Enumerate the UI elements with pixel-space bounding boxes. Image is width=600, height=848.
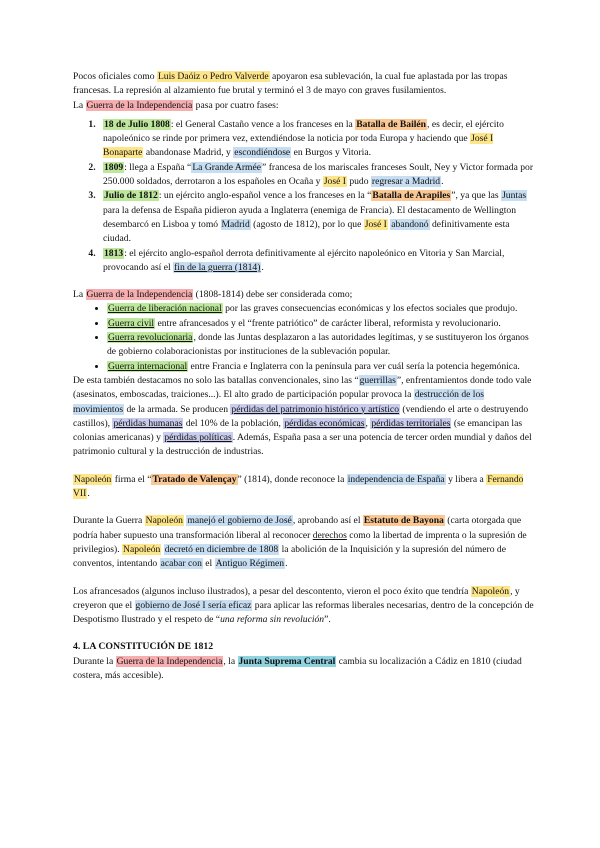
highlighted-term: Guerra de la Independencia [86, 99, 193, 111]
paragraph-phases-intro [73, 99, 535, 113]
highlighted-term: Fernando VII [73, 473, 524, 500]
highlighted-term: pérdidas humanas [113, 417, 183, 429]
highlighted-term: Napoleón [145, 515, 183, 527]
highlighted-term: gobierno de José I sería eficaz [135, 599, 252, 611]
highlighted-term: Julio de 1812 [104, 190, 158, 202]
text-run: . [261, 261, 264, 273]
text-run: , aprobando así el [292, 515, 363, 527]
highlighted-term: Luis Daóiz o Pedro Valverde [157, 71, 269, 82]
text-run: (1808-1814) debe ser considerada como; [193, 289, 353, 301]
war-type-item [107, 302, 535, 316]
paragraph-junta [73, 655, 535, 684]
text-run: derechos [312, 529, 347, 541]
highlighted-term: Napoleón [471, 585, 510, 597]
highlighted-term: Guerra de la Independencia [116, 655, 223, 667]
text-run: . [285, 558, 288, 570]
text-run: pudo [346, 176, 371, 188]
war-type-item [107, 331, 535, 360]
highlighted-term: Antiguo Régimen [215, 558, 285, 570]
text-run: una reforma sin revolución [220, 614, 325, 626]
text-run: . [441, 176, 444, 188]
text-run: definitivamente esta ciudad. [103, 218, 510, 245]
war-type-item [107, 317, 535, 331]
highlighted-term: 1813 [104, 247, 124, 259]
highlighted-term: manejó el gobierno de José [187, 515, 292, 527]
text-run: , es decir, el ejército napoleónico se rinde por primera vez, extendiéndose la noticia por toda Europa y haciendo que [103, 118, 504, 145]
highlighted-term: Guerra civil [108, 317, 155, 329]
phase-item [98, 118, 535, 161]
highlighted-term: José I [364, 218, 387, 230]
text-run: entre Francia e Inglaterra con la península para ver cuál sería la potencia hegemónica. [188, 360, 520, 372]
highlighted-term: guerrillas [359, 374, 396, 386]
phase-item [98, 247, 535, 276]
paragraph-war-considered [73, 288, 535, 302]
section-heading: 4. LA CONSTITUCIÓN DE 1812 [73, 641, 214, 653]
text-run: , [365, 417, 371, 429]
highlighted-term: Juntas [502, 190, 527, 202]
text-run: , la [223, 655, 238, 667]
highlighted-term: pérdidas políticas [164, 432, 232, 444]
paragraph-guerrillas [73, 374, 535, 460]
highlighted-term: independencia de España [347, 473, 445, 485]
text-run: : el General Castaño vence a los franceses en la [170, 118, 356, 130]
text-run: abandonase Madrid, y [143, 147, 234, 159]
text-run: para aplicar las reformas liberales necesarias, dentro de la concepción de Despotismo Ilustrado y el respeto de “ [73, 599, 534, 626]
text-run: De esta también destacamos no solo las batallas convencionales, sino las “ [73, 374, 359, 386]
highlighted-term: fin de la guerra (1814) [174, 261, 261, 273]
highlighted-term: pérdidas territoriales [371, 417, 451, 429]
highlighted-term: José I [323, 176, 346, 188]
text-run: la abolición de la Inquisición y la supresión del número de conventos, intentando [73, 543, 506, 570]
text-run: como la libertad de imprenta o la supresión de privilegios). [73, 529, 527, 555]
text-run: ”. [324, 614, 331, 626]
text-run: : llega a España “ [124, 161, 192, 173]
text-run: el [202, 558, 215, 570]
text-run: Durante la [73, 655, 116, 667]
text-run: de la armada. Se producen [124, 403, 231, 415]
text-run: pasa por cuatro fases: [193, 99, 279, 111]
highlighted-term: La Grande Armée [192, 161, 262, 173]
text-run: (carta otorgada que podría haber supuesto una transformación liberal al reconocer [73, 515, 522, 541]
text-run: (se emancipan las colonias americanas) y [73, 417, 523, 444]
text-run: , y creyeron que el [73, 585, 520, 611]
text-run: Durante la Guerra [73, 515, 145, 527]
highlighted-term: acabar con [160, 558, 202, 570]
text-run: para la defensa de España pidieron ayuda a Inglaterra (enemiga de Francia). El destacamento de Wellington desembarcó en Lisboa y tomó [103, 204, 516, 230]
highlighted-term: abandonó [391, 218, 429, 230]
text-run: entre afrancesados y el “frente patriótico” de carácter liberal, reformista y revolucionario. [155, 317, 501, 329]
text-run: en Burgos y Vitoria. [291, 147, 372, 159]
text-run: por las graves consecuencias económicas y los efectos sociales que produjo. [222, 303, 518, 315]
text-run: Pocos oficiales como [73, 71, 157, 82]
highlighted-term: Napoleón [74, 473, 112, 485]
text-run: : el ejército anglo-español derrota definitivamente al ejército napoleónico en Vitoria y San Marcial, provocando así el [103, 247, 505, 273]
text-run: ”, ya que las [451, 190, 502, 202]
highlighted-term: Estatuto de Bayona [363, 515, 444, 527]
text-run: (vendiendo el arte o destruyendo castillos), [73, 403, 529, 429]
highlighted-term: Batalla de Arapiles [372, 190, 451, 202]
text-run: (agosto de 1812), por lo que [250, 218, 364, 230]
paragraph-valencay [73, 473, 535, 502]
war-types-list [73, 302, 535, 373]
text-run: : un ejército anglo-español vence a los franceses en la “ [158, 190, 372, 202]
highlighted-term: Guerra de la Independencia [86, 289, 193, 301]
paragraph-bayona [73, 514, 535, 571]
text-run: La [73, 289, 86, 301]
highlighted-term: 1809 [104, 161, 124, 173]
text-run: ”, enfrentamientos donde todo vale (asesinatos, emboscadas, traiciones...). El alto grado de participación popular provoca la [73, 374, 532, 401]
war-type-item [107, 360, 535, 374]
highlighted-term: 18 de Julio 1808 [104, 118, 170, 130]
highlighted-term: Junta Suprema Central [238, 655, 336, 667]
text-run: cambia su localización a Cádiz en 1810 (ciudad costera, más accesible). [73, 655, 522, 681]
text-run: . Además, España pasa a ser una potencia de tercer orden mundial y daños del patrimonio cultural y la destrucción de industrias. [73, 432, 532, 458]
text-run: apoyaron esa sublevación, la cual fue aplastada por las tropas francesas. La represión al alzamiento fue brutal y terminó el 3 de mayo con graves fusilamientos. [73, 71, 508, 97]
highlighted-term: Napoleón [123, 543, 161, 555]
text-run: y libera a [445, 473, 487, 485]
phase-item [98, 189, 535, 246]
highlighted-term: Tratado de Valençay [152, 473, 237, 485]
paragraph-afrancesados [73, 585, 535, 628]
highlighted-term: escondiéndose [234, 147, 291, 159]
text-run: . [87, 488, 90, 500]
highlighted-term: decretó en diciembre de 1808 [164, 543, 279, 555]
text-run: Los afrancesados (algunos incluso ilustrados), a pesar del descontento, vieron el poco éxito que tendría [73, 585, 471, 597]
highlighted-term: Guerra de liberación nacional [108, 303, 222, 315]
text-run: , donde las Juntas desplazaron a las autoridades legítimas, y se sustituyeron los órganos de gobierno colaboracionistas por instituciones de la sublevación popular. [107, 332, 529, 358]
highlighted-term: pérdidas económicas [284, 417, 365, 429]
highlighted-term: Guerra internacional [108, 360, 188, 372]
highlighted-term: regresar a Madrid [371, 176, 441, 188]
text-run: ” francesa de los mariscales franceses Soult, Ney y Victor formada por 250.000 soldados, derrotaron a los españoles en Ocaña y [103, 161, 534, 188]
phase-item [98, 161, 535, 190]
text-run: La [73, 99, 86, 111]
text-run: firma el “ [112, 473, 152, 485]
highlighted-term: Batalla de Bailén [356, 118, 427, 130]
highlighted-term: destrucción de los movimientos [73, 389, 485, 415]
text-run: ” (1814), donde reconoce la [237, 473, 347, 485]
highlighted-term: José I Bonaparte [103, 133, 494, 159]
highlighted-term: pérdidas del patrimonio histórico y artístico [231, 403, 399, 415]
phases-list [73, 118, 535, 275]
highlighted-term: Madrid [221, 218, 250, 230]
paragraph-uprising [73, 70, 535, 99]
highlighted-term: Guerra revolucionaria [108, 332, 193, 344]
text-run: del 10% de la población, [183, 417, 284, 429]
document-body [73, 70, 535, 683]
